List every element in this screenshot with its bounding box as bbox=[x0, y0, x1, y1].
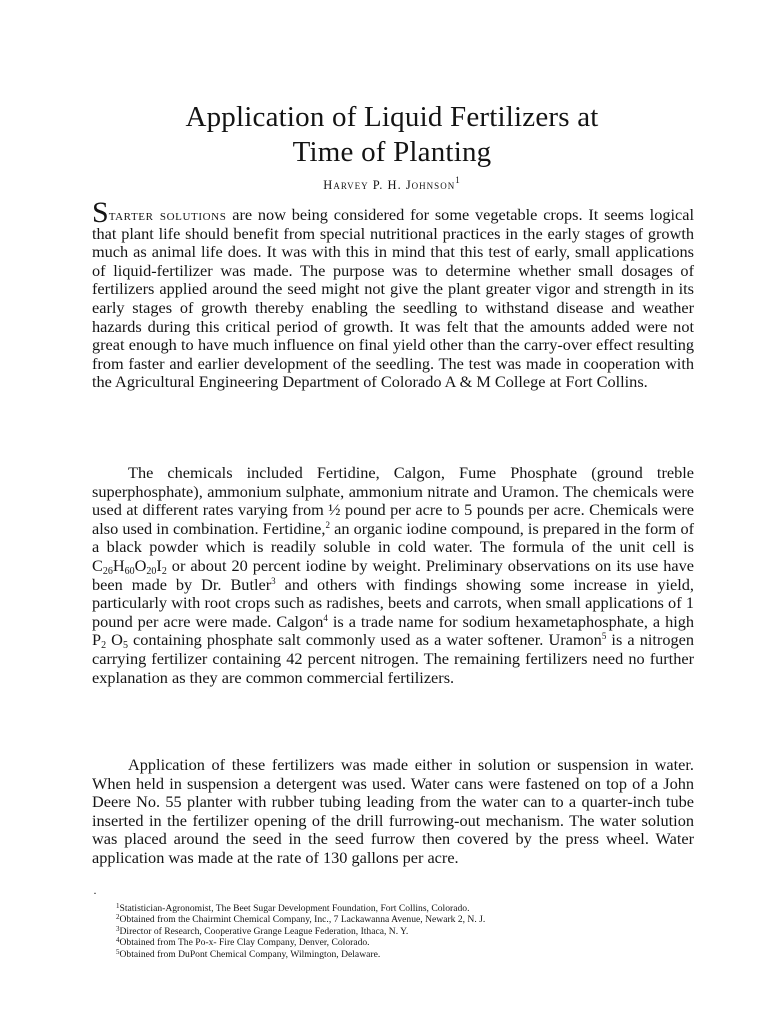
formula-sub-p: 2 bbox=[101, 640, 107, 652]
footnote-ref-2: 2 bbox=[325, 519, 330, 530]
p2-text-9: O bbox=[106, 630, 123, 650]
footnote-separator-dot: · bbox=[93, 886, 97, 900]
footnotes-list bbox=[116, 903, 706, 960]
p2-text-3: H bbox=[112, 555, 125, 575]
author-footnote-mark: 1 bbox=[455, 175, 461, 185]
footnote-2-text: Obtained from the Chairmint Chemical Company, Inc., 7 Lackawanna Avenue, Newark 2, N. J. bbox=[119, 914, 486, 926]
footnote-ref-5: 5 bbox=[601, 631, 607, 642]
footnote-4 bbox=[116, 937, 706, 948]
paragraph-2 bbox=[92, 464, 694, 687]
p2-text-7: and others with findings showing some increase in yield, particularly with root crops such as radishes, beets and carrots, when small applications of 1 pound per acre were made. Calgon bbox=[92, 574, 694, 631]
footnote-5-mark: 5 bbox=[116, 947, 120, 956]
author-byline bbox=[92, 175, 692, 193]
author-name: Harvey P. H. Johnson bbox=[323, 178, 456, 192]
footnote-5-text: Obtained from DuPont Chemical Company, Wilmington, Delaware. bbox=[119, 948, 381, 960]
p2-text-1: The chemicals included Fertidine, Calgon, Fume Phosphate (ground treble superphosphate), ammonium sulphate, ammonium nitrate and Uramon. The chemicals were used at different rates varying from ½ pound per acre to 5 pounds per acre. Chemicals were also used in combination. Fertidine, bbox=[92, 463, 694, 538]
p2-text-8: is a trade name for sodium hexametaphosphate, a high P bbox=[92, 611, 695, 650]
footnote-4-text: Obtained from The Po-x- Fire Clay Company, Denver, Colorado. bbox=[119, 937, 370, 949]
p2-text-2: an organic iodine compound, is prepared in the form of a black powder which is readily soluble in cold water. The formula of the unit cell is C bbox=[92, 518, 695, 575]
formula-sub-o5: 5 bbox=[122, 640, 128, 652]
p2-text-5: I bbox=[156, 555, 162, 575]
smallcaps-lead: tarter solutions bbox=[108, 205, 227, 224]
footnote-5 bbox=[116, 949, 706, 960]
footnote-3-mark: 3 bbox=[116, 924, 120, 933]
title-line-1: Application of Liquid Fertilizers at bbox=[185, 101, 599, 133]
title-line-2: Time of Planting bbox=[292, 136, 492, 168]
formula-sub-h: 60 bbox=[124, 565, 135, 577]
footnote-3 bbox=[116, 926, 706, 937]
footnote-2 bbox=[116, 914, 706, 925]
formula-sub-i: 2 bbox=[161, 565, 167, 577]
footnote-4-mark: 4 bbox=[116, 936, 120, 945]
p2-text-11: is a nitrogen carrying fertilizer containing 42 percent nitrogen. The remaining fertilizers need no further explanation as they are common commercial fertilizers. bbox=[92, 630, 694, 687]
paragraph-3: Application of these fertilizers was made either in solution or suspension in water. When held in suspension a detergent was used. Water cans were fastened on top of a John Deere No. 55 planter with rubber tubing leading from the water can to a quarter-inch tube inserted in the fertilizer opening of the drill furrowing-out mechanism. The water solution was placed around the seed in the seed furrow then covered by the press wheel. Water application was made at the rate of 130 gallons per acre. bbox=[92, 755, 694, 867]
paragraph-1 bbox=[92, 196, 694, 392]
formula-sub-o: 20 bbox=[146, 565, 157, 577]
p2-text-4: O bbox=[134, 555, 147, 575]
dropcap-letter: S bbox=[92, 196, 109, 229]
footnote-1 bbox=[116, 903, 706, 914]
p2-text-6: or about 20 percent iodine by weight. Preliminary observations on its use have been made by Dr. Butler bbox=[92, 555, 694, 594]
footnote-2-mark: 2 bbox=[116, 913, 120, 922]
p2-text-10: containing phosphate salt commonly used as a water softener. Uramon bbox=[127, 630, 602, 650]
footnote-3-text: Director of Research, Cooperative Grange League Federation, Ithaca, N. Y. bbox=[119, 925, 409, 937]
footnote-1-mark: 1 bbox=[116, 902, 120, 910]
paragraph-1-text: are now being considered for some vegetable crops. It seems logical that plant life should benefit from special nutritional practices in the early stages of growth much as animal life does. It was with this in mind that this test of early, small applications of liquid-fertilizer was made. The purpose was to determine whether small dosages of fertilizers applied around the seed might not give the plant greater vigor and strength in its early stages of growth thereby enabling the seedling to withstand disease and weather hazards during this critical period of growth. It was felt that the amounts added were not great enough to have much influence on final yield other than the carry-over effect resulting from faster and earlier development of the seedling. The test was made in cooperation with the Agricultural Engineering Department of Colorado A & M College at Fort Collins. bbox=[92, 205, 694, 392]
footnote-ref-4: 4 bbox=[323, 612, 328, 623]
formula-sub-c: 26 bbox=[102, 565, 113, 577]
footnote-ref-3: 3 bbox=[271, 575, 276, 586]
footnote-1-text: Statistician-Agronomist, The Beet Sugar Development Foundation, Fort Collins, Colorado. bbox=[119, 903, 470, 914]
